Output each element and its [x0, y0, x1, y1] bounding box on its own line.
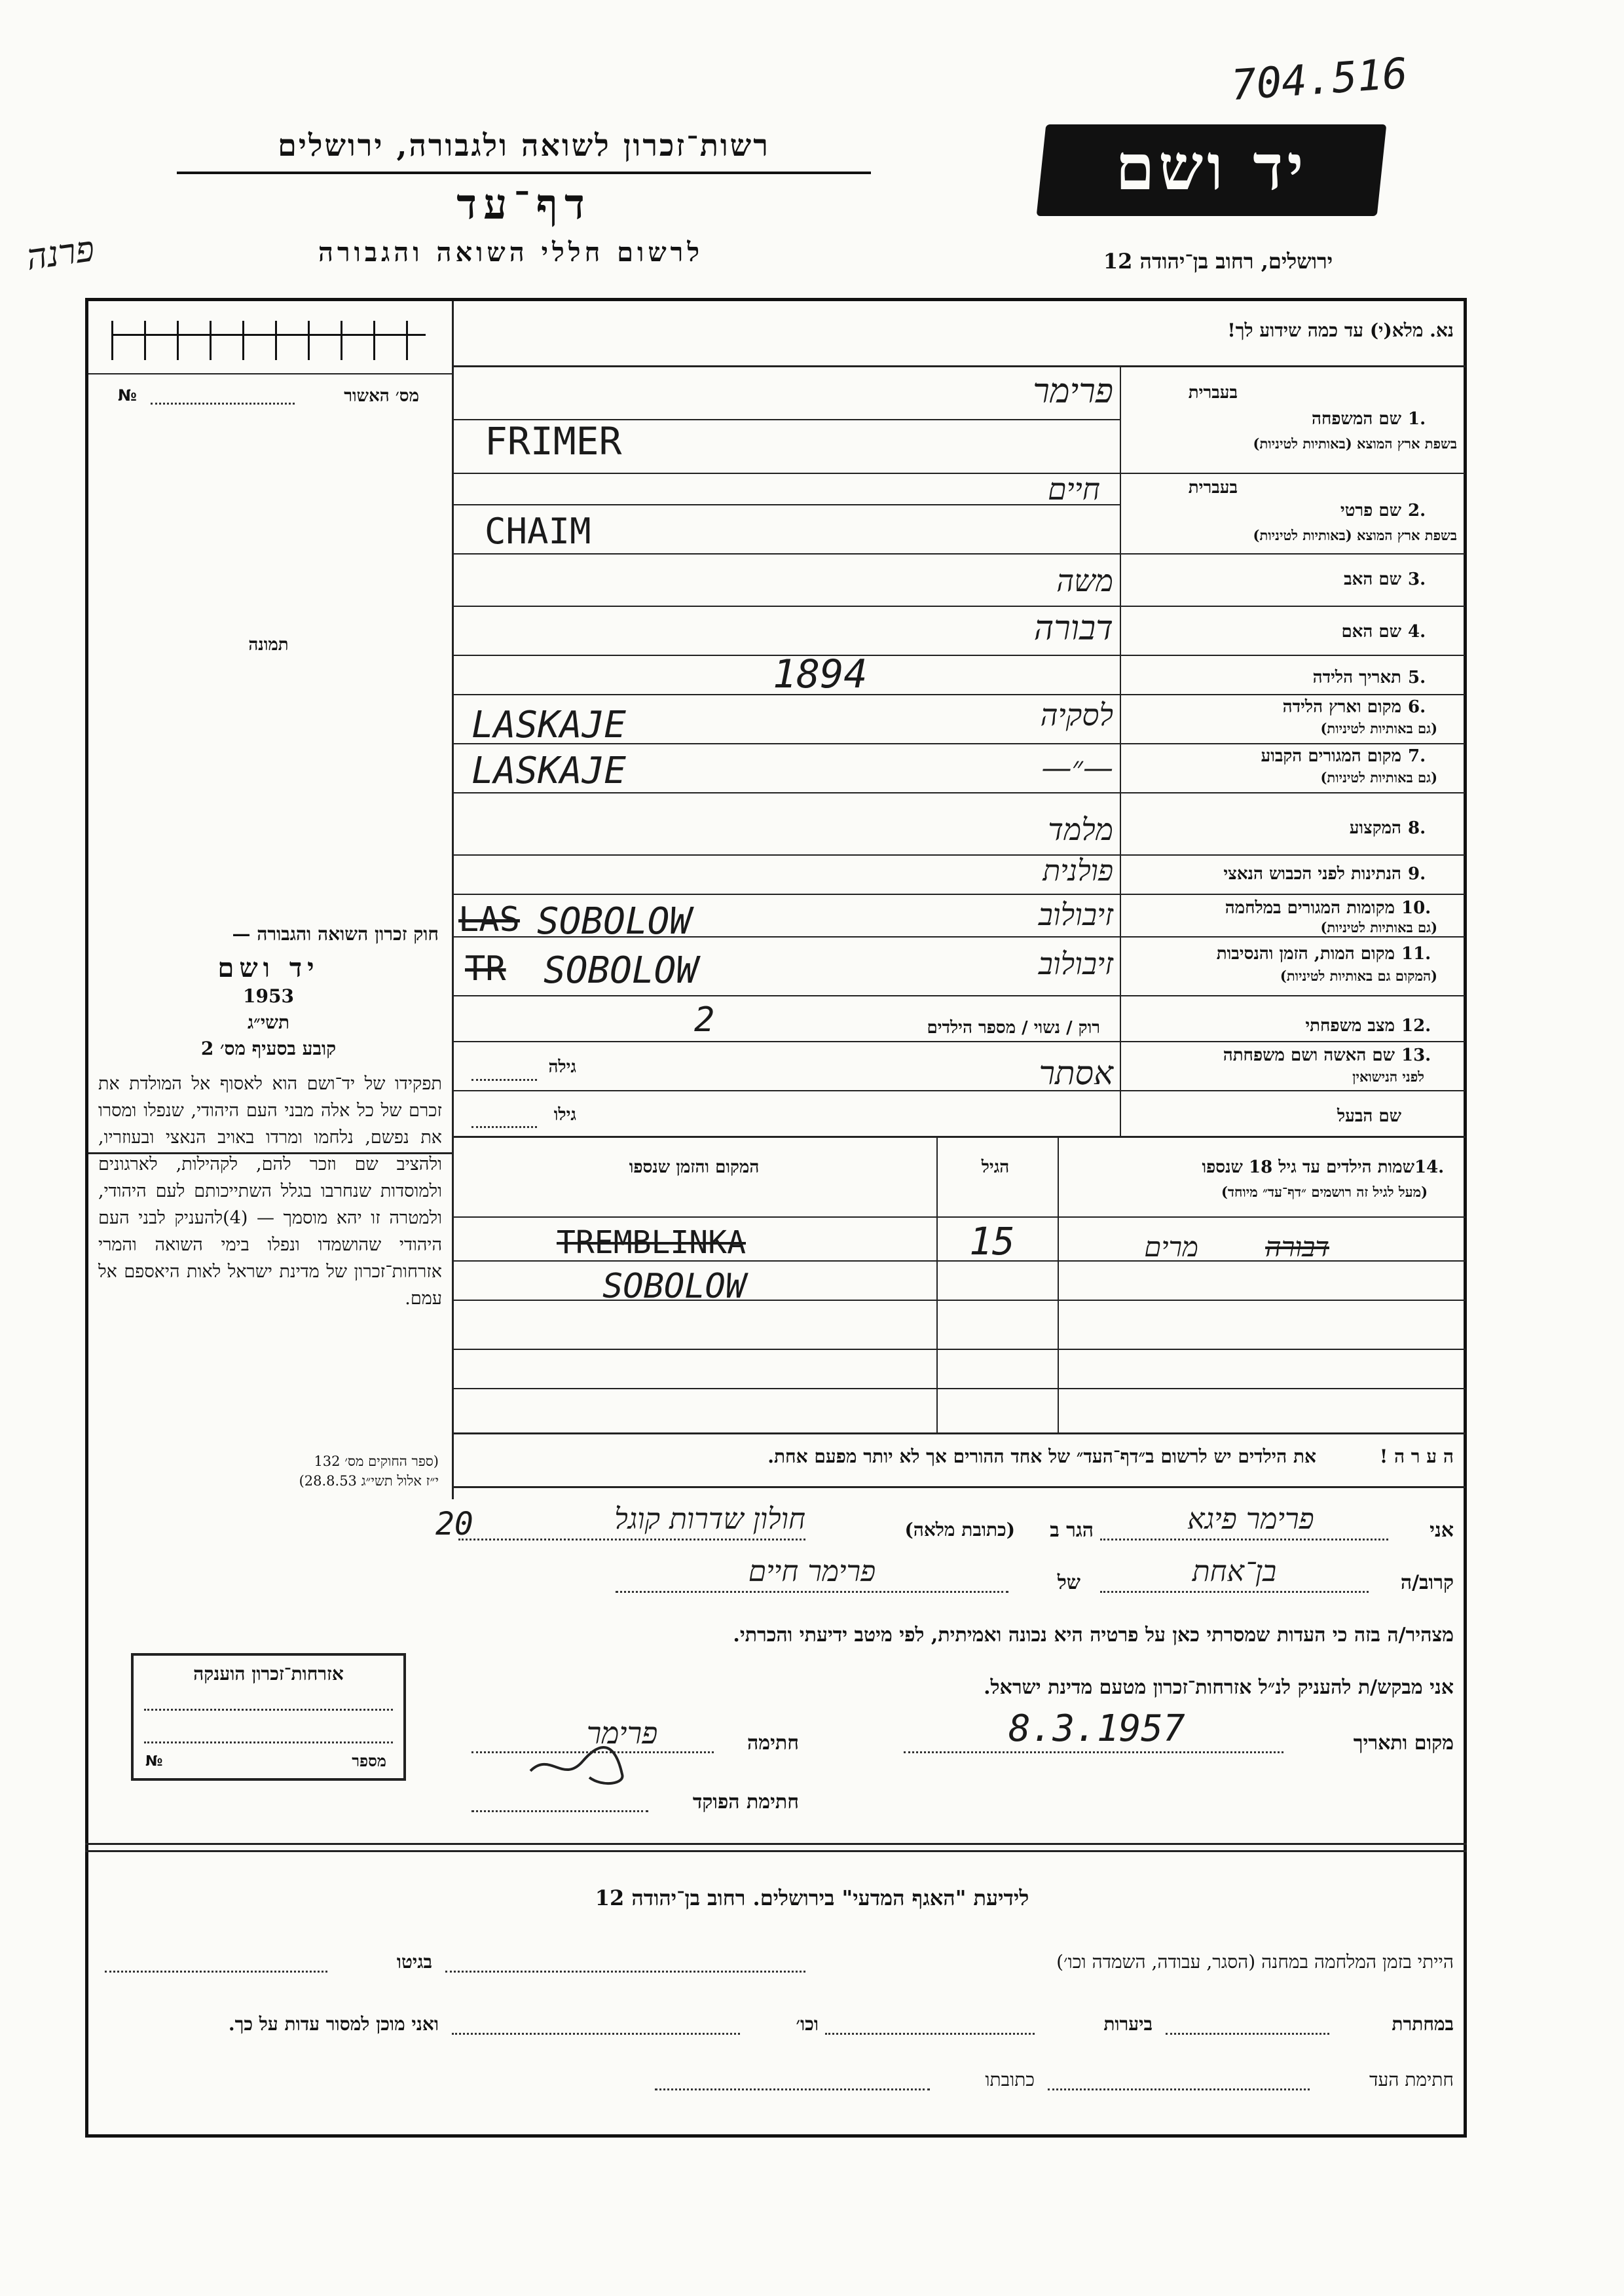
- declare-text: מצהיר/ה בזה כי העדות שמסרתי כאן על פרטיה היא נכונה ואמיתית, לפי מיטב ידיעתי והכרתי.: [733, 1624, 1454, 1647]
- logo-address: ירושלים, רחוב בן־יהודה 12: [1103, 249, 1333, 274]
- bottom-line2-c: וכו׳: [796, 2013, 819, 2035]
- reference-number: 704.516: [1229, 49, 1409, 111]
- bottom-line1: הייתי בזמן המלחמה במחנה (הסגר, עבודה, השמדה וכו׳): [1056, 1951, 1454, 1973]
- field-4-value[interactable]: דבורה: [1033, 609, 1113, 648]
- citizenship-box-title: אזרחות־זכרון הוענקה: [193, 1663, 344, 1685]
- field-1-label: שם המשפחה: [1312, 409, 1401, 429]
- law-year-greg: 1953: [243, 985, 294, 1007]
- field-11-number: 11.: [1401, 944, 1431, 964]
- law-heading: חוק זכרון השואה והגבורה —: [232, 923, 439, 945]
- field-5-label: תאריך הלידה: [1312, 668, 1401, 687]
- request-text: אני מבקש/ת להעניק לנ״ל אזרחות־זכרון מטעם מדינת ישראל.: [984, 1676, 1454, 1699]
- law-year-heb: תשי״ג: [247, 1011, 290, 1033]
- field-1-sub: בשפת ארץ המוצא (באותיות לטיניות): [1253, 435, 1457, 452]
- field-7-number: 7.: [1408, 746, 1426, 766]
- field-13-value[interactable]: אסתר: [1039, 1054, 1113, 1092]
- field-2-tag: בעברית: [1188, 478, 1238, 498]
- children-number: 14.: [1414, 1157, 1445, 1177]
- field-7-label: מקום המגורים הקבוע: [1261, 746, 1401, 766]
- child-1-struck-name: דבורה: [1265, 1231, 1329, 1263]
- relative-label: קרוב/ה: [1400, 1571, 1454, 1594]
- signature-scribble: [524, 1738, 642, 1791]
- field-9-value[interactable]: פולנית: [1043, 854, 1113, 888]
- field-4-label: שם האם: [1341, 622, 1401, 642]
- field-1-hebrew-value[interactable]: פרימר: [1033, 372, 1113, 411]
- law-name: יד ושם: [217, 953, 320, 983]
- field-8-label: המקצוע: [1349, 818, 1401, 838]
- date-value[interactable]: 8.3.1957: [1008, 1707, 1185, 1750]
- form-title: דף־עד: [456, 180, 591, 229]
- field-8-value[interactable]: מלמד: [1048, 812, 1113, 847]
- field-13-number: 13.: [1401, 1046, 1431, 1065]
- address-label: (כתובת מלאה): [904, 1519, 1015, 1540]
- field-8-number: 8.: [1408, 818, 1426, 838]
- field-2-hebrew-value[interactable]: חיים: [1047, 471, 1100, 507]
- field-10-label: מקומות המגורים במלחמה: [1225, 898, 1395, 918]
- bottom-line1-end: בגיטו: [396, 1951, 432, 1973]
- bottom-line3-b: כתובתו: [985, 2069, 1035, 2090]
- field-1-number: 1.: [1408, 409, 1426, 429]
- field-13-age-label: גילה: [548, 1057, 576, 1077]
- law-source-2: י״ז אלול תשי״ג 28.8.53): [299, 1473, 439, 1489]
- signature-label: חתימה: [747, 1732, 799, 1755]
- field-7-sub: (גם באותיות לטיניות): [1320, 769, 1437, 786]
- child-1-struck-place: TREMBLINKA: [557, 1224, 746, 1261]
- field-10-latin-value[interactable]: SOBOLOW: [537, 900, 692, 943]
- margin-note: פרנה: [24, 228, 97, 278]
- field-6-hebrew-value[interactable]: לסקיה: [1040, 697, 1113, 733]
- field-6-sub: (גם באותיות לטיניות): [1320, 720, 1437, 737]
- children-col-age: הגיל: [981, 1157, 1010, 1177]
- field-12-number: 12.: [1401, 1016, 1431, 1036]
- address-value[interactable]: חולון שדרות קוגל: [614, 1503, 805, 1536]
- note-text: את הילדים יש לרשום ב״דף־העד״ של אחד ההורים אך לא יותר מפעם אחת.: [767, 1446, 1316, 1467]
- relation-value[interactable]: בן־אחת: [1192, 1555, 1277, 1588]
- law-source-1: (ספר החוקים מס׳ 132: [314, 1453, 439, 1469]
- bottom-line2-b: ביערות: [1103, 2013, 1153, 2035]
- approval-label: מס׳ האשור: [344, 386, 419, 406]
- children-heading-sub: (מעל לגיל זה רושמים ״דף־עד״ מיוחד): [1221, 1184, 1428, 1200]
- field-7-hebrew-value[interactable]: —״—: [1041, 750, 1113, 785]
- husband-age-label: גילו: [553, 1105, 576, 1125]
- header-rule: [177, 172, 871, 174]
- relative-of-value[interactable]: פרימר חיים: [748, 1555, 876, 1588]
- logo-text: יד ושם: [1115, 130, 1308, 204]
- declaration-i-label: אני: [1430, 1519, 1454, 1542]
- note-label: ה ע ר ה !: [1379, 1446, 1454, 1467]
- citizenship-box-no-sign: №: [145, 1753, 163, 1770]
- child-1-name[interactable]: מרים: [1144, 1231, 1198, 1263]
- field-5-value[interactable]: 1894: [773, 651, 868, 697]
- child-1-place[interactable]: SOBOLOW: [602, 1267, 747, 1306]
- husband-label: שם הבעל: [1337, 1106, 1401, 1126]
- field-9-number: 9.: [1408, 864, 1426, 884]
- children-col-place: המקום והזמן שנספו: [629, 1157, 760, 1177]
- field-1-tag: בעברית: [1188, 383, 1238, 403]
- place-date-label: מקום ותאריך: [1353, 1732, 1454, 1755]
- field-12-label: מצב משפחתי: [1305, 1016, 1395, 1036]
- field-3-value[interactable]: משה: [1056, 563, 1113, 598]
- field-5-number: 5.: [1408, 668, 1426, 687]
- instructions-line: נא. מלא(י) עד כמה שידוע לך!: [1227, 319, 1454, 341]
- official-signature-label: חתימת הפוקד: [692, 1791, 799, 1813]
- field-2-number: 2.: [1408, 501, 1426, 520]
- field-10-hebrew-value[interactable]: זיבולוב: [1038, 897, 1113, 932]
- field-11-hebrew-value[interactable]: זיבולוב: [1038, 946, 1113, 981]
- barcode-ticks: [111, 321, 426, 367]
- field-2-sub: בשפת ארץ המוצא (באותיות לטיניות): [1253, 527, 1457, 543]
- field-11-struck: TR: [465, 949, 506, 989]
- field-2-latin-value[interactable]: CHAIM: [485, 511, 591, 552]
- field-10-struck: LAS: [458, 900, 520, 939]
- field-9-label: הנתינות לפני הכבוש הנאצי: [1223, 864, 1401, 884]
- field-12-status-options: רוק / נשוי / מספר הילדים: [927, 1018, 1100, 1038]
- law-clause: קובע בסעיף מס׳ 2: [200, 1038, 337, 1059]
- photo-label: תמונה: [248, 635, 289, 655]
- child-1-age[interactable]: 15: [969, 1219, 1015, 1264]
- bottom-line2-end: ואני מוכן למסור עדות על כך.: [228, 2013, 439, 2035]
- field-11-latin-value[interactable]: SOBOLOW: [544, 949, 699, 992]
- field-3-label: שם האב: [1344, 570, 1401, 589]
- of-label: של: [1057, 1571, 1080, 1594]
- field-4-number: 4.: [1408, 622, 1426, 642]
- field-13-sub: לפני הנישואין: [1352, 1068, 1424, 1085]
- field-6-label: מקום וארץ הלידה: [1282, 697, 1401, 717]
- signature-value[interactable]: פרימר: [586, 1715, 658, 1751]
- field-6-latin-value[interactable]: LASKAJE: [471, 704, 627, 746]
- field-12-children-count[interactable]: 2: [694, 1000, 715, 1040]
- field-3-number: 3.: [1408, 570, 1426, 589]
- field-13-label: שם האשה ושם משפחתה: [1223, 1046, 1395, 1065]
- field-7-latin-value[interactable]: LASKAJE: [471, 750, 627, 792]
- field-11-sub: (המקום גם באותיות לטיניות): [1280, 968, 1437, 984]
- approval-no-sign: №: [118, 386, 137, 405]
- bottom-line3-a: חתימת העד: [1369, 2069, 1454, 2090]
- citizenship-box-number-label: מספר: [352, 1751, 386, 1770]
- field-10-sub: (גם באותיות לטיניות): [1320, 919, 1437, 936]
- field-6-number: 6.: [1408, 697, 1426, 717]
- address-number[interactable]: 20: [435, 1506, 473, 1542]
- bottom-heading: לידיעת "האגף המדעי" בירושלים. רחוב בן־יהודה 12: [595, 1886, 1029, 1910]
- field-1-latin-value[interactable]: FRIMER: [485, 419, 622, 464]
- children-heading: שמות הילדים עד גיל 18 שנספו: [1202, 1157, 1414, 1177]
- field-10-number: 10.: [1401, 898, 1431, 918]
- field-2-label: שם פרטי: [1340, 501, 1401, 520]
- bottom-line2-a: במחתרת: [1392, 2013, 1454, 2035]
- authority-name: רשות־זכרון לשואה ולגבורה, ירושלים: [278, 128, 770, 163]
- law-text: תפקידו של יד־ושם הוא לאסוף אל המולדת את זכרם של כל אלה מבני העם היהודי, שנפלו ומסרו את נפשם, נלחמו ומרדו באויב הנאצי ובעוזריו, ולהציב שם וזכר להם, לקהילות, לארגונים ולמוסדות שנחרבו בגלל השתייכותם לעם היהודי, ולמטרה זו יהא מוסמך — (4)להעניק לבני העם היהודי שהושמדו ונפלו בימי השואה והמרי אזרחות־זכרון של מדינת ישראל לאות היאספם אל עמם.: [98, 1074, 442, 1309]
- declarant-name[interactable]: פרימר פיגא: [1187, 1503, 1314, 1536]
- resides-label: הגר ב: [1050, 1519, 1094, 1542]
- field-11-label: מקום המות, הזמן והנסיבות: [1216, 944, 1395, 964]
- form-subtitle: לרשום חללי השואה והגבורה: [318, 237, 704, 268]
